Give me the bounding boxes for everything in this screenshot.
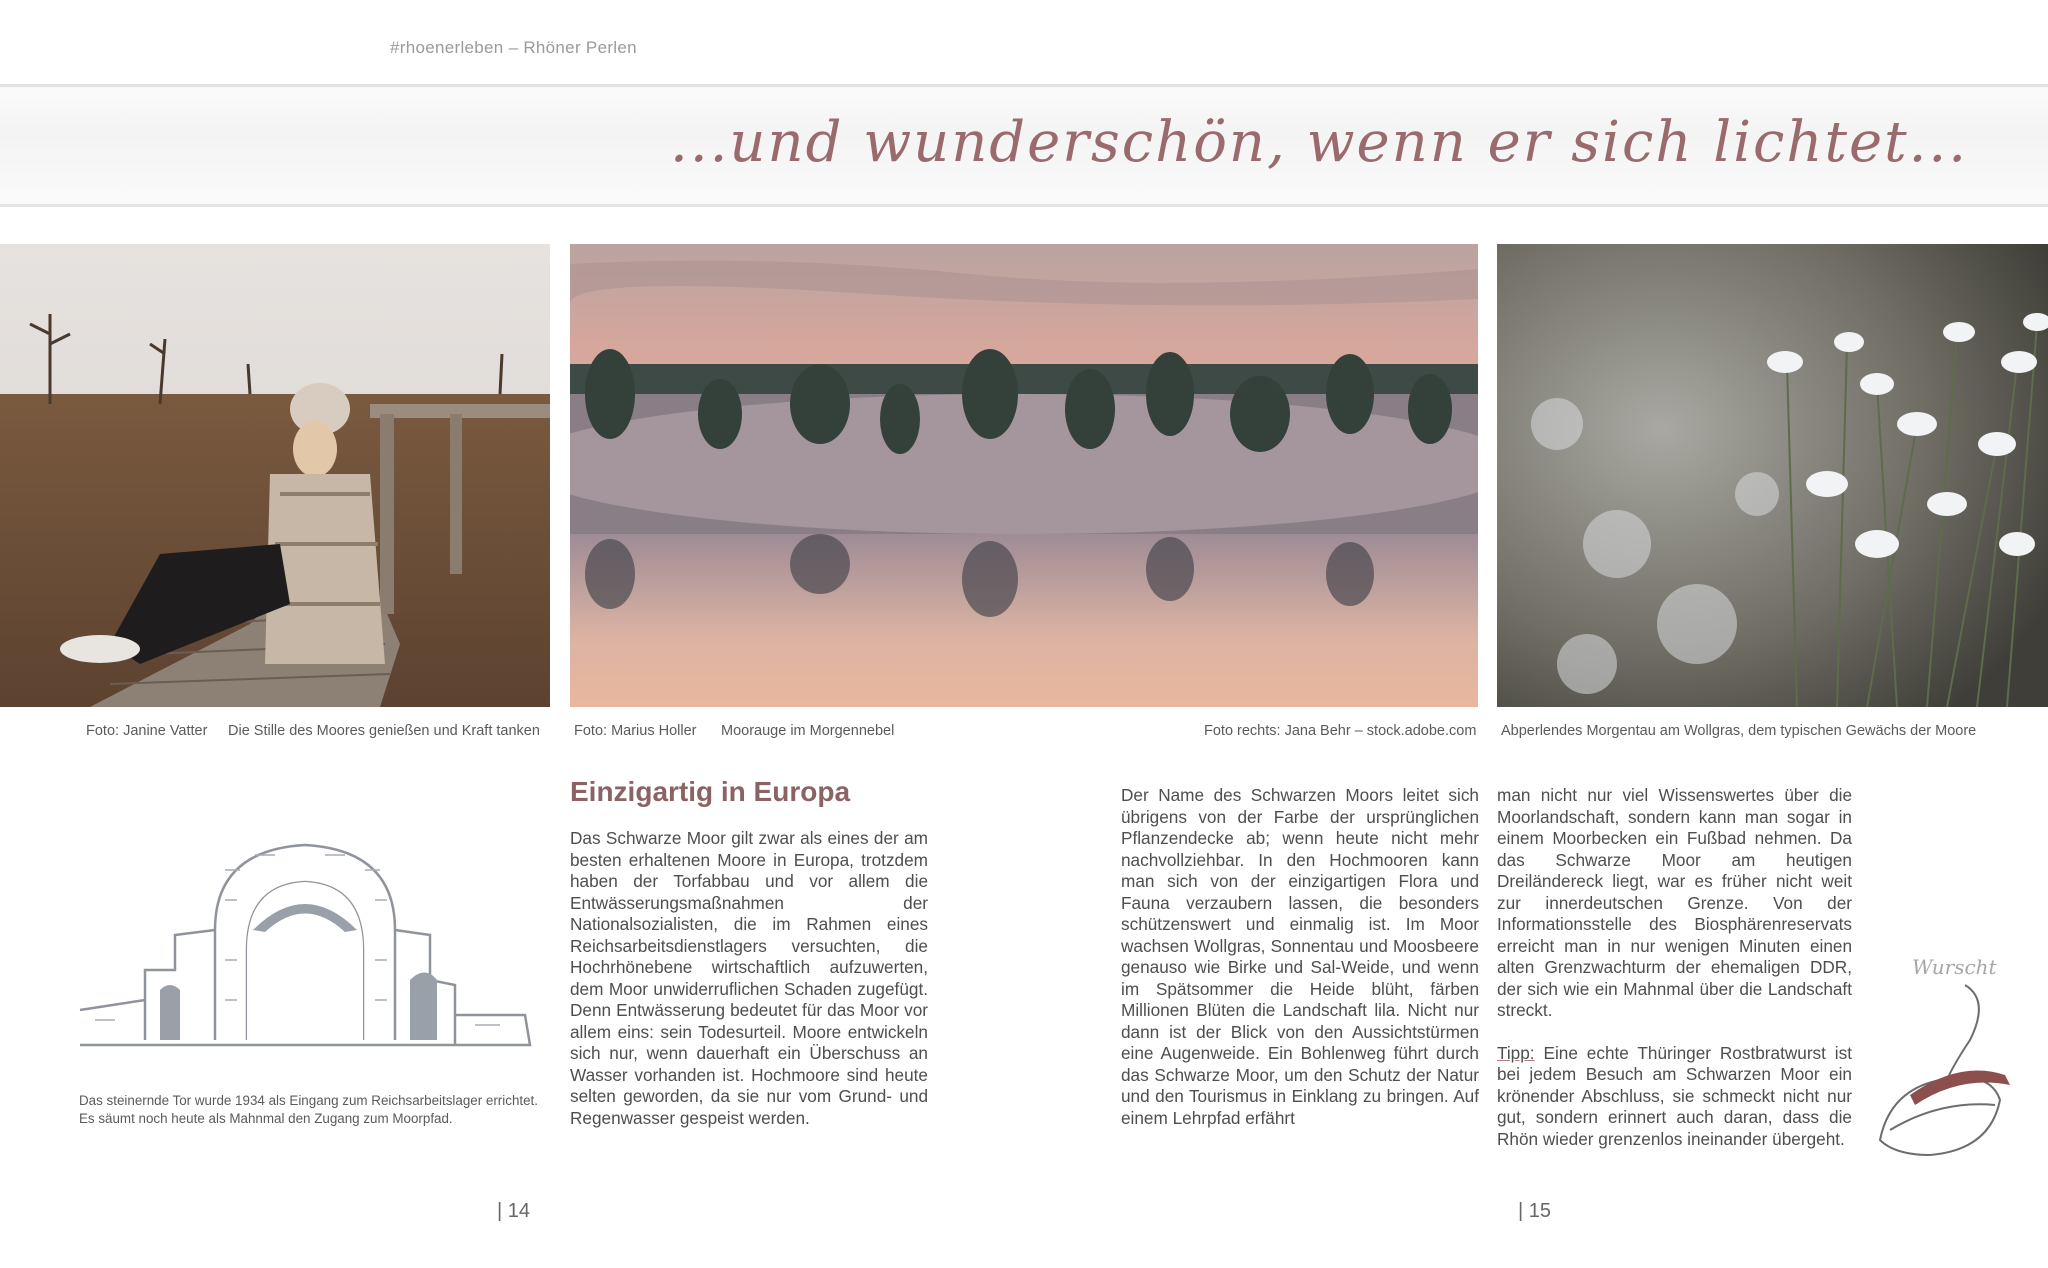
photo2-credit: Foto: Marius Holler bbox=[574, 723, 697, 739]
photo-misty-moor bbox=[570, 244, 1478, 707]
photo-cotton-grass bbox=[1497, 244, 2048, 707]
article-paragraph: man nicht nur viel Wissenswertes über die Moorlandschaft, sondern kann man sogar in einem Moorbecken ein Fußbad nehmen. Da das Schwarze Moor am heutigen Dreiländereck liegt, war es früher nicht weit zur innerdeutschen Grenze. Von der Informationsstelle des Biosphärenreservats erreicht man in nur wenigen Minuten einen alten Grenzwachturm der ehemaligen DDR, der sich wie ein Mahnmal über die Landschaft streckt. bbox=[1497, 785, 1852, 1020]
photo3-caption: Abperlendes Morgentau am Wollgras, dem typischen Gewächs der Moore bbox=[1501, 723, 1977, 739]
article-column-3 bbox=[1497, 785, 1852, 1150]
page-number-right: | 15 bbox=[1518, 1200, 1551, 1222]
photo1-caption: Die Stille des Moores genießen und Kraft tanken bbox=[228, 723, 540, 739]
plank-divider bbox=[0, 84, 2048, 87]
photo3-credit: Foto rechts: Jana Behr – stock.adobe.com bbox=[1204, 723, 1477, 739]
sketch-label: Wurscht bbox=[1912, 955, 1997, 979]
article-paragraph: Der Name des Schwarzen Moors leitet sich übrigens von der Farbe der ursprünglichen Pflanzendecke ab; wenn heute nicht mehr nachvollziehbar. In den Hochmooren kann man sich von der einzigartigen Flora und Fauna verzaubern lassen, die besonders schützenswert und einmalig ist. Im Moor wachsen Wollgras, Sonnentau und Moosbeere genauso wie Birke und Sal-Weide, und wenn im Spätsommer die Heide blüht, färben Millionen Blüten die Landschaft lila. Nicht nur dann ist der Blick von den Aussichtstürmen eine Augenweide. Ein Bohlenweg führt durch das Schwarze Moor, um den Schutz der Natur und den Tourismus in Einklang zu bringen. Auf einem Lehrpfad erfährt bbox=[1121, 785, 1479, 1128]
article-column-1 bbox=[570, 828, 928, 1129]
article-paragraph: Das Schwarze Moor gilt zwar als eines der am besten erhaltenen Moore in Europa, trotzdem haben der Torfabbau und vor allem die Entwässerungsmaßnahmen der Nationalsozialisten, die im Rahmen eines Reichsarbeitsdienstlagers versuchten, die Hochrhönebene wirtschaftlich aufzuwerten, dem Moor unwiderruflichen Schaden zugefügt. Denn Entwässerung bedeutet für das Moor vor allem eins: sein Todesurteil. Moore entwickeln sich nur, wenn dauerhaft ein Überschuss an Wasser vorhanden ist. Hochmoore sind heute selten geworden, da sie nur vom Grund- und Regenwasser gespeist werden. bbox=[570, 828, 928, 1128]
gate-sketch bbox=[75, 840, 535, 1065]
photo1-credit: Foto: Janine Vatter bbox=[86, 723, 208, 739]
tipp-text: Eine echte Thüringer Rostbratwurst ist bei jedem Besuch am Schwarzen Moor ein krönender Abschluss, sie schmeckt nicht nur gut, sondern erinnert auch daran, dass die Rhön wieder grenzenlos ineinander übergeht. bbox=[1497, 1042, 1852, 1149]
plank-divider bbox=[0, 204, 2048, 207]
bratwurst-sketch bbox=[1870, 980, 2020, 1170]
script-title: ...und wunderschön, wenn er sich lichtet... bbox=[670, 110, 1968, 175]
article-heading: Einzigartig in Europa bbox=[570, 776, 851, 807]
header-tag: #rhoenerleben – Rhöner Perlen bbox=[390, 38, 637, 57]
article-column-2 bbox=[1121, 785, 1479, 1129]
photo-woman-boardwalk bbox=[0, 244, 550, 707]
gate-caption: Das steinernde Tor wurde 1934 als Eingang zum Reichsarbeitslager errichtet. Es säumt noch heute als Mahnmal den Zugang zum Moorpfad. bbox=[79, 1093, 538, 1126]
tipp-label: Tipp: bbox=[1497, 1042, 1535, 1063]
page-number-left: | 14 bbox=[497, 1200, 530, 1222]
photo2-caption: Moorauge im Morgennebel bbox=[721, 723, 895, 739]
tipp-paragraph bbox=[1497, 1043, 1852, 1151]
